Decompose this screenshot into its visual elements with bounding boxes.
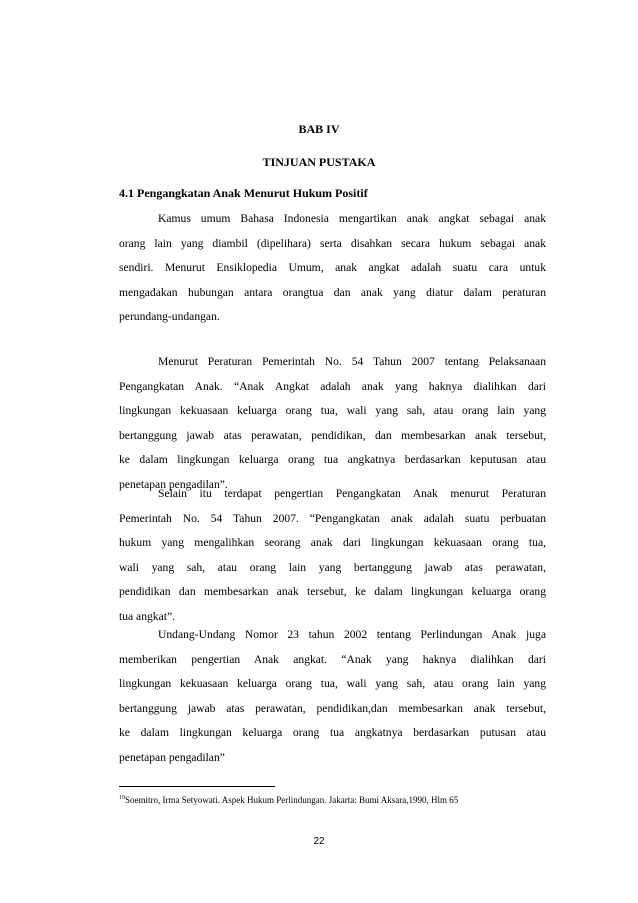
paragraph-undang-undang: [119, 623, 546, 771]
footnote: [119, 792, 458, 806]
paragraph-line: Menurut Peraturan Pemerintah No. 54 Tahun 2007 tentang Pelaksanaan: [158, 355, 546, 368]
paragraph-line: memberikan pengertian Anak angkat. “Anak yang haknya dialihkan dari: [119, 652, 546, 666]
paragraph-kamus-umum: [119, 207, 546, 330]
footnote-text: Soemitro, Irma Setyowati. Aspek Hukum Perlindungan. Jakarta: Bumi Aksara,1990, Hlm 65: [125, 795, 459, 805]
paragraph-line: ke dalam lingkungan keluarga orang tua angkatnya berdasarkan keputusan atau: [119, 453, 546, 467]
paragraph-line: perundang-undangan.: [119, 310, 220, 324]
paragraph-line: Kamus umum Bahasa Indonesia mengartikan anak angkat sebagai anak: [158, 212, 546, 225]
paragraph-line: ke dalam lingkungan keluarga orang tua angkatnya berdasarkan putusan atau: [119, 726, 546, 740]
chapter-title: TINJUAN PUSTAKA: [262, 155, 376, 169]
chapter-heading: BAB IV: [298, 122, 340, 136]
paragraph-line: lingkungan kekuasaan keluarga orang tua, wali yang sah, atau orang lain yang: [119, 677, 546, 691]
paragraph-peraturan-pemerintah: [119, 350, 546, 498]
paragraph-line: Undang-Undang Nomor 23 tahun 2002 tentang Perlindungan Anak juga: [158, 628, 546, 641]
paragraph-line: Pemerintah No. 54 Tahun 2007. “Pengangkatan anak adalah suatu perbuatan: [119, 511, 546, 525]
paragraph-line: wali yang sah, atau orang lain yang bertanggung jawab atas perawatan,: [119, 560, 546, 574]
paragraph-line: hukum yang mengalihkan seorang anak dari lingkungan kekuasaan orang tua,: [119, 536, 546, 550]
paragraph-line: pendidikan dan membesarkan anak tersebut, ke dalam lingkungan keluarga orang: [119, 585, 546, 599]
paragraph-line: mengadakan hubungan antara orangtua dan anak yang diatur dalam peraturan: [119, 285, 546, 299]
paragraph-line: Selain itu terdapat pengertian Pengangkatan Anak menurut Peraturan: [158, 487, 546, 500]
paragraph-line: penetapan pengadilan”: [119, 750, 225, 764]
paragraph-line: Pengangkatan Anak. “Anak Angkat adalah anak yang haknya dialihkan dari: [119, 379, 546, 393]
paragraph-line: penetapan pengadilan”.: [119, 477, 228, 491]
paragraph-line: orang lain yang diambil (dipelihara) serta disahkan secara hukum sebagai anak: [119, 236, 546, 250]
paragraph-line: sendiri. Menurut Ensiklopedia Umum, anak angkat adalah suatu cara untuk: [119, 261, 546, 275]
paragraph-line: lingkungan kekuasaan keluarga orang tua, wali yang sah, atau orang lain yang: [119, 404, 546, 418]
footnote-separator: [119, 786, 275, 787]
paragraph-line: bertanggung jawab atas perawatan, pendidikan, dan membesarkan anak tersebut,: [119, 428, 546, 442]
page-number: 22: [313, 836, 325, 847]
footnote-marker: 19: [119, 795, 125, 801]
section-heading: 4.1 Pengangkatan Anak Menurut Hukum Positif: [119, 186, 368, 200]
paragraph-line: bertanggung jawab atas perawatan, pendidikan,dan membesarkan anak tersebut,: [119, 701, 546, 715]
paragraph-line: tua angkat”.: [119, 609, 176, 623]
paragraph-pengertian-pengangkatan: [119, 482, 546, 630]
